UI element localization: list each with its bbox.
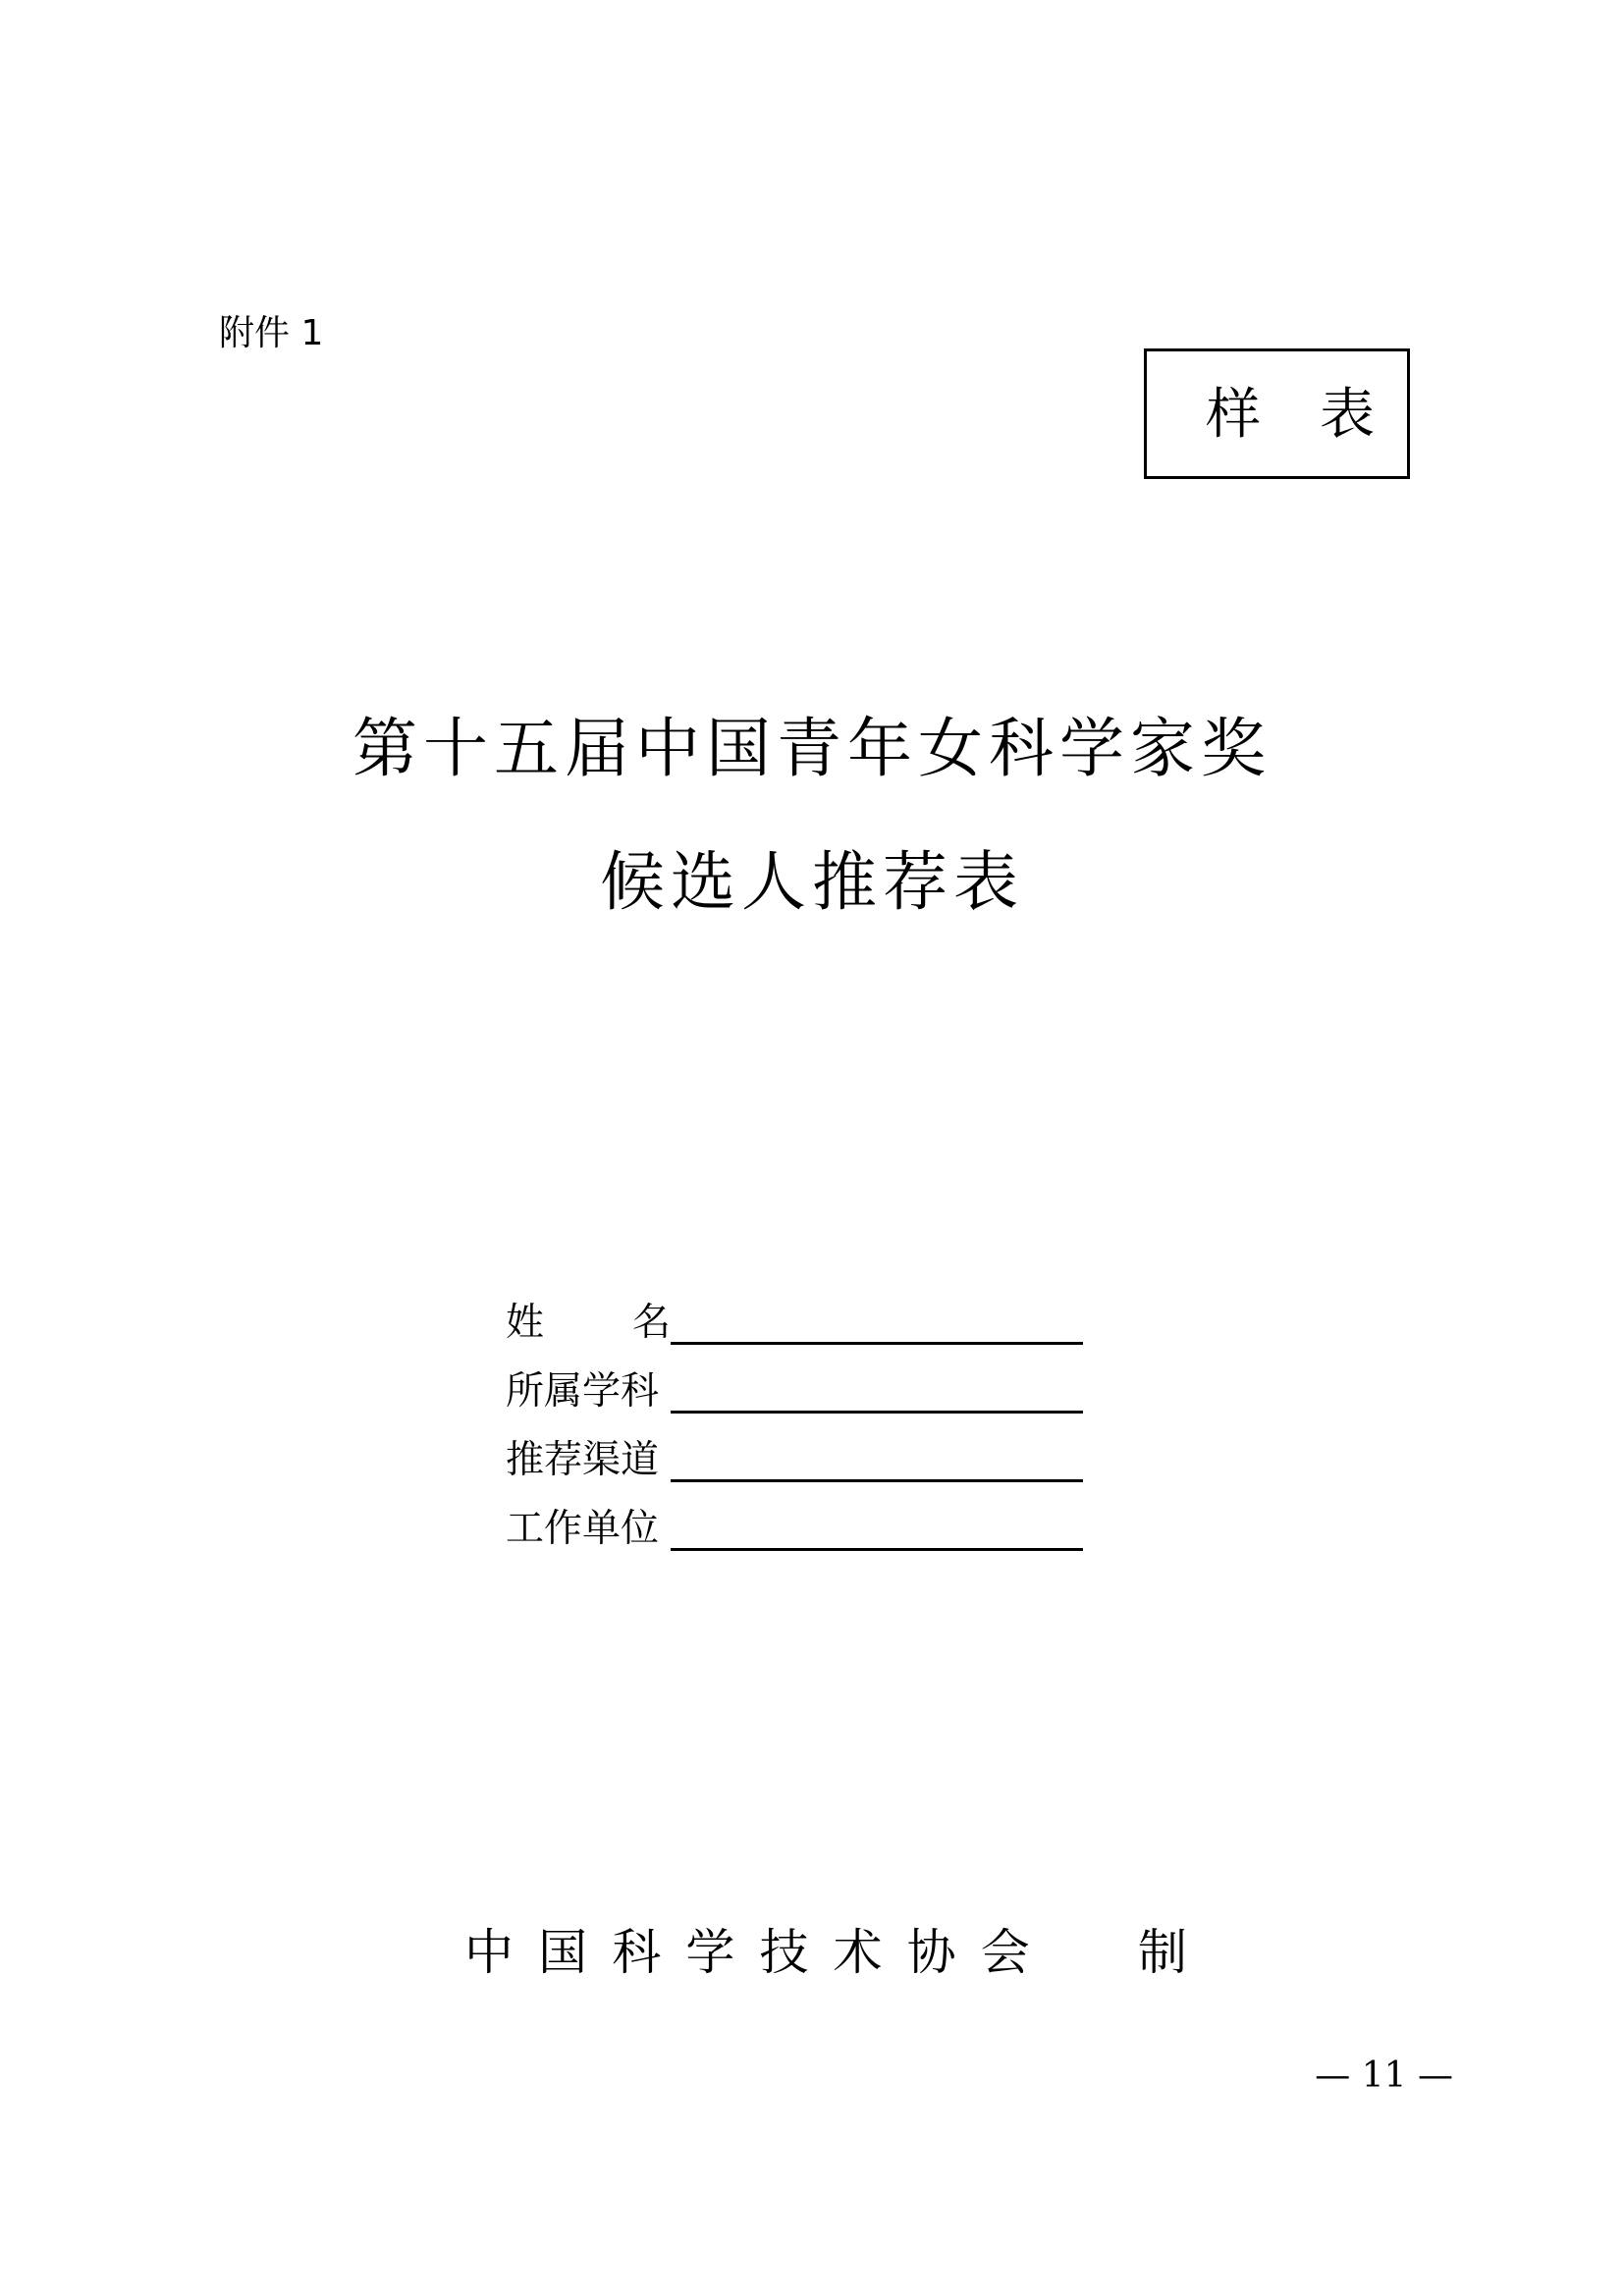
field-label-employer: 工作单位 — [506, 1507, 660, 1551]
sample-stamp-box — [1144, 348, 1434, 479]
document-title: 第十五届中国青年女科学家奖 — [352, 711, 1272, 786]
field-label-discipline: 所属学科 — [506, 1369, 660, 1414]
made-by-suffix: 制 — [1137, 1924, 1187, 1981]
document-subtitle: 候选人推荐表 — [600, 844, 1024, 920]
org-char: 会 — [980, 1924, 1030, 1981]
org-char: 中 — [464, 1924, 514, 1981]
employer-field[interactable] — [671, 1502, 1083, 1551]
form-row-channel — [506, 1433, 1085, 1488]
form-row-discipline — [506, 1364, 1085, 1419]
org-char: 协 — [906, 1924, 956, 1981]
org-char: 学 — [685, 1924, 735, 1981]
issuing-organization — [464, 1920, 1187, 1985]
page-number: — 11 — — [1315, 2056, 1453, 2096]
field-label-channel: 推荐渠道 — [506, 1438, 660, 1482]
sample-stamp: 样表 — [1206, 383, 1434, 447]
form-row-employer — [506, 1502, 1085, 1557]
name-field[interactable] — [671, 1296, 1083, 1345]
org-char: 术 — [833, 1924, 883, 1981]
discipline-field[interactable] — [671, 1364, 1083, 1414]
label-char: 名 — [631, 1301, 671, 1345]
recommendation-channel-field[interactable] — [671, 1433, 1083, 1482]
org-char: 国 — [538, 1924, 588, 1981]
org-char: 技 — [759, 1924, 809, 1981]
label-char: 姓 — [506, 1301, 545, 1345]
attachment-label: 附件 1 — [219, 313, 324, 353]
spacer — [1055, 1920, 1113, 1985]
field-label-name — [506, 1296, 671, 1351]
form-row-name — [506, 1296, 1085, 1351]
org-char: 科 — [612, 1924, 662, 1981]
